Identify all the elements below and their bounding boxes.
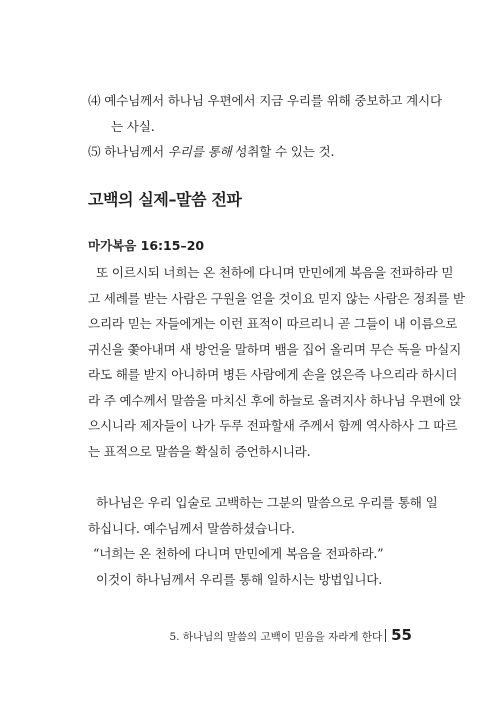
body-quote-line: “너희는 온 천하에 다니며 만민에게 복음을 전파하라.”: [93, 546, 384, 561]
footer-divider: [385, 629, 386, 642]
list-item-4-line-2: 는 사실.: [111, 119, 155, 134]
scripture-line: 으시니라 제자들이 나가 두루 전파할새 주께서 함께 역사하사 그 따르: [88, 418, 458, 433]
page-footer: [170, 626, 413, 644]
page-number: 55: [391, 626, 412, 644]
scripture-line: 으리라 믿는 자들에게는 이런 표적이 따르리니 곧 그들이 내 이름으로: [88, 316, 458, 331]
scripture-reference: 마가복음 16:15–20: [88, 238, 205, 253]
scripture-line: 고 세례를 받는 사람은 구원을 얻을 것이요 믿지 않는 사람은 정죄를 받: [88, 291, 465, 306]
scripture-line: 라 주 예수께서 말씀을 마치신 후에 하늘로 올려지사 하나님 우편에 앉: [88, 393, 462, 408]
list-item-4-line-1: ⑷ 예수님께서 하나님 우편에서 지금 우리를 위해 중보하고 계시다: [88, 93, 442, 108]
scripture-line: 라도 해를 받지 아니하며 병든 사람에게 손을 얹은즉 나으리라 하시더: [88, 367, 458, 382]
body-line: 하십니다. 예수님께서 말씀하셨습니다.: [88, 521, 295, 536]
section-heading: 고백의 실제–말씀 전파: [88, 190, 242, 209]
list-item-5: [88, 141, 334, 160]
list-item-5-suffix: 성취할 수 있는 것.: [231, 144, 335, 159]
body-line: 이것이 하나님께서 우리를 통해 일하시는 방법입니다.: [96, 572, 383, 587]
scripture-line: 귀신을 쫓아내며 새 방언을 말하며 뱀을 집어 올리며 무슨 독을 마실지: [88, 342, 462, 357]
list-item-5-italic: 우리를 통해: [167, 144, 232, 159]
chapter-title: 5. 하나님의 말씀의 고백이 믿음을 자라게 한다: [169, 631, 383, 643]
body-line: 하나님은 우리 입술로 고백하는 그분의 말씀으로 우리를 통해 일: [96, 495, 438, 510]
list-item-5-prefix: ⑸ 하나님께서: [88, 144, 168, 159]
scripture-line: 는 표적으로 말씀을 확실히 증언하시니라.: [88, 444, 311, 459]
scripture-line: 또 이르시되 너희는 온 천하에 다니며 만민에게 복음을 전파하라 믿: [96, 265, 454, 280]
